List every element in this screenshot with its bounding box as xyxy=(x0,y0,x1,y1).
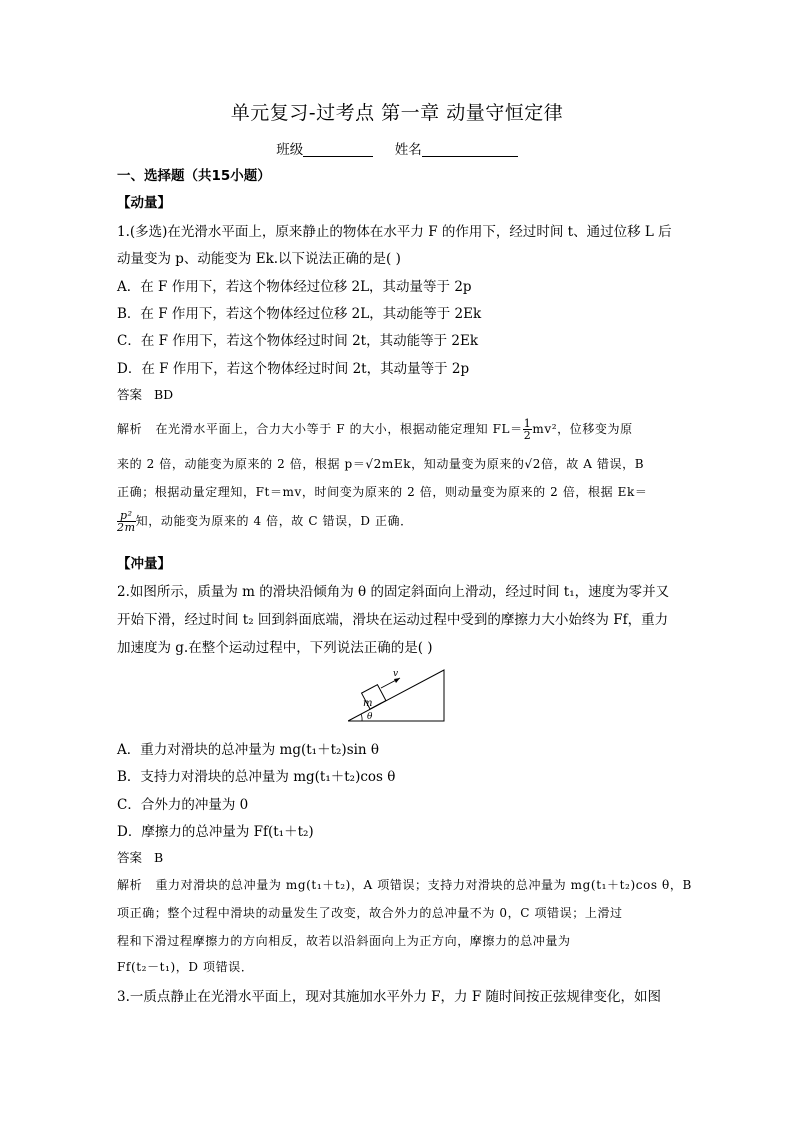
q2-answer xyxy=(117,848,163,866)
q1-explanation-line4: $\frac{\text{p²}}{2m}$ 知，动能变为原来的 4 倍，故 C 错误，D 正确． xyxy=(117,509,413,534)
answer-label: 答案 xyxy=(117,850,143,865)
explanation-label: 解析 xyxy=(117,878,143,892)
mass-label: m xyxy=(363,698,373,709)
q2-stem-line3: 加速度为 g.在整个运动过程中，下列说法正确的是( ) xyxy=(117,640,433,656)
q2-explanation-line2: 项正确；整个过程中滑块的动量发生了改变，故合外力的总冲量不为 0，C 项错误；上滑过 xyxy=(117,906,623,920)
answer-value: BD xyxy=(153,387,174,402)
q2-option-a: A．重力对滑块的总冲量为 mg(t₁＋t₂)sin θ xyxy=(117,742,380,758)
q2-stem-line1: 2.如图所示，质量为 m 的滑块沿倾角为 θ 的固定斜面向上滑动，经过时间 t₁，速度为零并又 xyxy=(117,584,670,600)
q2-stem-line2: 开始下滑，经过时间 t₂ 回到斜面底端，滑块在运动过程中受到的摩擦力大小始终为 Ff，重力 xyxy=(117,612,669,628)
name-field[interactable] xyxy=(422,142,518,157)
q2-option-c: C．合外力的冲量为 0 xyxy=(117,797,249,813)
student-info xyxy=(0,138,794,158)
velocity-label: v xyxy=(393,669,399,679)
q1-stem-line1: 1.(多选)在光滑水平面上，原来静止的物体在水平力 F 的作用下，经过时间 t、通过位移 L 后 xyxy=(117,224,672,240)
explanation-label: 解析 xyxy=(117,422,143,436)
answer-value: B xyxy=(153,850,164,865)
section-heading: 一、选择题（共15小题） xyxy=(117,168,271,184)
q1-explanation-line3: 正确；根据动量定理知，Ft＝mv，时间变为原来的 2 倍，则动量变为原来的 2 倍，根据 Ek＝ xyxy=(117,485,648,499)
class-label: 班级 xyxy=(276,142,304,158)
q3-stem-line1: 3.一质点静止在光滑水平面上，现对其施加水平外力 F，力 F 随时间按正弦规律变化，如图 xyxy=(117,989,661,1005)
q2-explanation-line1: 解析 重力对滑块的总冲量为 mg(t₁＋t₂)，A 项错误；支持力对滑块的总冲量为 mg(t₁＋t₂)cos θ，B xyxy=(117,878,692,892)
fraction-one-half: $\frac{1}{2}$ xyxy=(523,417,532,442)
fraction-p2-over-2m: $\frac{\text{p²}}{2m}$ xyxy=(117,509,136,534)
q2-explanation-line4: Ff(t₂－t₁)，D 项错误． xyxy=(117,960,254,974)
q2-option-b: B．支持力对滑块的总冲量为 mg(t₁＋t₂)cos θ xyxy=(117,769,396,785)
answer-label: 答案 xyxy=(117,387,143,402)
q2-option-d: D．摩擦力的总冲量为 Ff(t₁＋t₂) xyxy=(117,824,314,840)
q1-explanation-line2: 来的 2 倍，动能变为原来的 2 倍，根据 p＝√2mEk，知动量变为原来的√2倍，故 A 错误，B xyxy=(117,457,645,471)
topic-impulse: 【冲量】 xyxy=(117,556,171,572)
page-title: 单元复习-过考点 第一章 动量守恒定律 xyxy=(230,102,564,124)
name-label: 姓名 xyxy=(394,142,422,158)
q1-option-a: A．在 F 作用下，若这个物体经过位移 2L，其动量等于 2p xyxy=(117,279,472,295)
angle-arc xyxy=(361,714,362,721)
q2-explanation-line3: 程和下滑过程摩擦力的方向相反，故若以沿斜面向上为正方向，摩擦力的总冲量为 xyxy=(117,934,571,948)
q1-explanation-line1: 解析 在光滑水平面上，合力大小等于 F 的大小，根据动能定理知 FL＝ $\frac{1}{2}$ mv²，位移变为原 xyxy=(117,417,633,442)
angle-label: θ xyxy=(367,712,373,722)
q1-option-b: B．在 F 作用下，若这个物体经过位移 2L，其动能等于 2Ek xyxy=(117,306,482,322)
q1-option-d: D．在 F 作用下，若这个物体经过时间 2t，其动量等于 2p xyxy=(117,361,470,377)
q1-stem-line2: 动量变为 p、动能变为 Ek.以下说法正确的是( ) xyxy=(117,251,401,267)
class-field[interactable] xyxy=(303,142,373,157)
incline-figure xyxy=(348,668,448,724)
q1-answer xyxy=(117,385,173,403)
q1-option-c: C．在 F 作用下，若这个物体经过时间 2t，其动能等于 2Ek xyxy=(117,333,478,349)
topic-momentum: 【动量】 xyxy=(117,195,171,211)
